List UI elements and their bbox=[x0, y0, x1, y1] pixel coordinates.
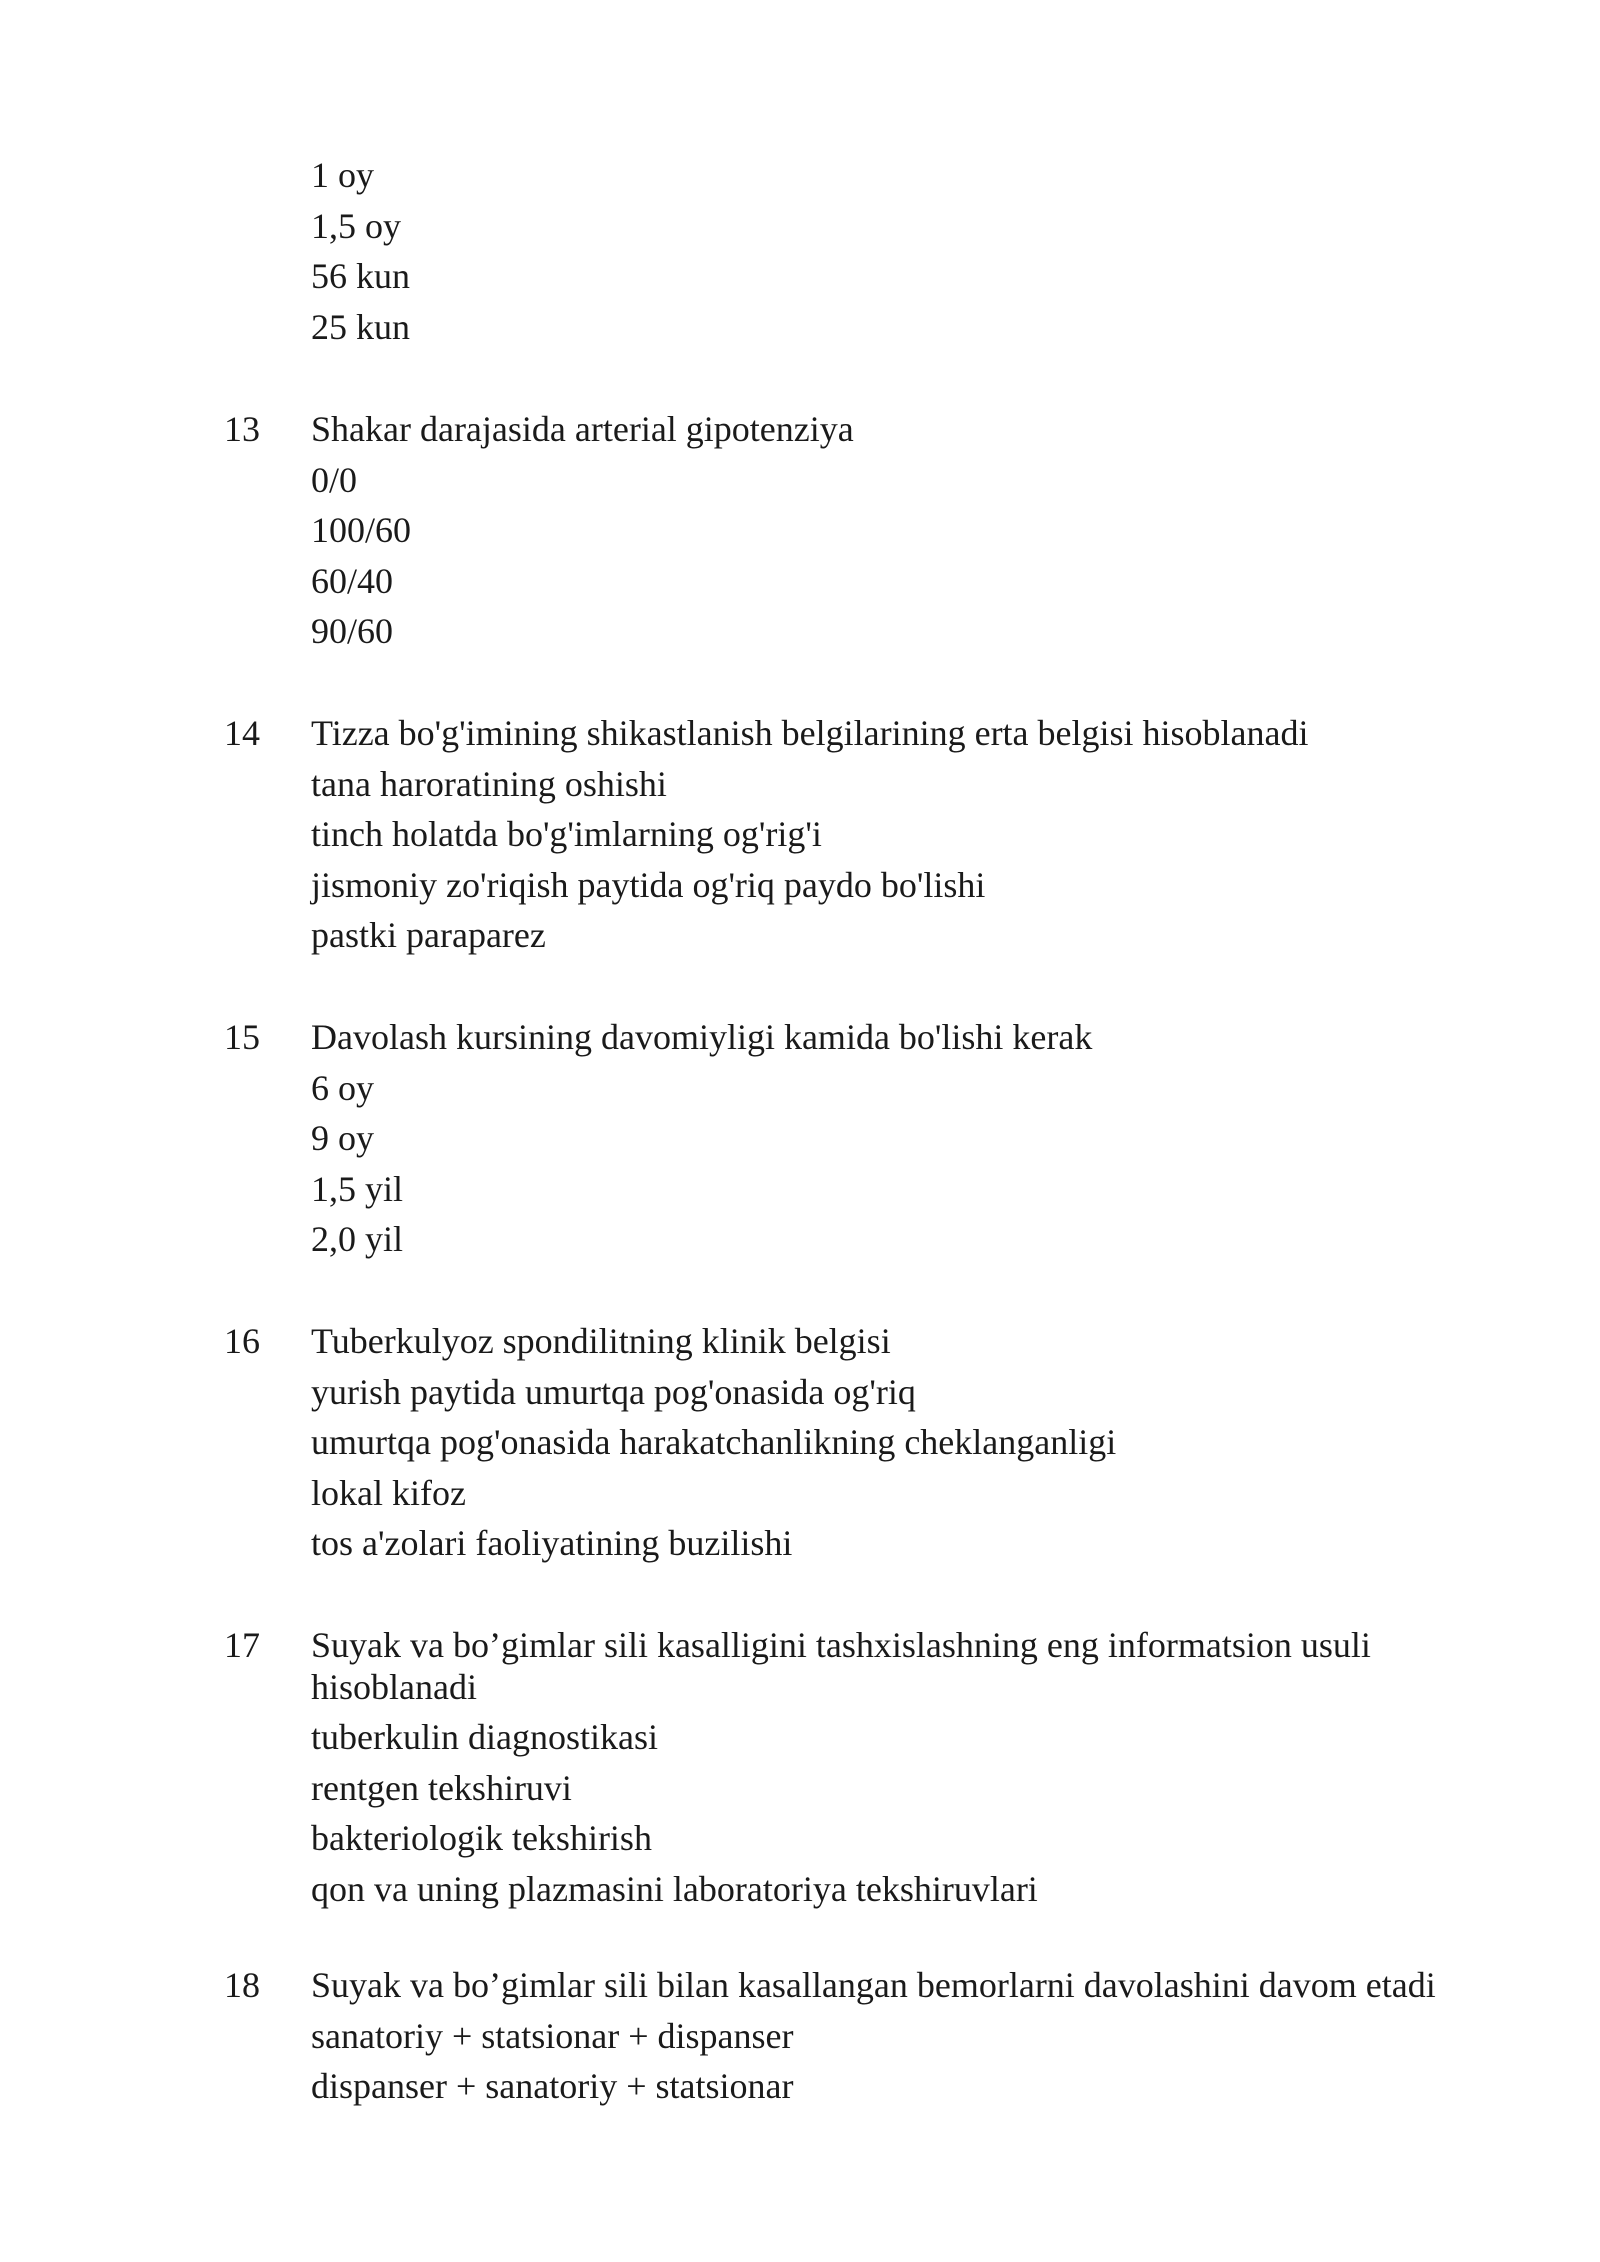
answer-option: dispanser + sanatoriy + statsionar bbox=[311, 2066, 794, 2107]
answer-option: 1,5 oy bbox=[311, 205, 401, 246]
answer-option: tuberkulin diagnostikasi bbox=[311, 1717, 658, 1757]
answer-option: yurish paytida umurtqa pog'onasida og'riq bbox=[311, 1371, 916, 1412]
answer-option: tinch holatda bo'g'imlarning og'rig'i bbox=[311, 814, 822, 855]
question-text: Shakar darajasida arterial gipotenziya bbox=[311, 409, 854, 449]
answer-option: 25 kun bbox=[311, 306, 410, 347]
question-number: 13 bbox=[224, 409, 260, 449]
question-body bbox=[311, 404, 1511, 657]
question-number: 14 bbox=[224, 713, 260, 753]
question-body bbox=[311, 1960, 1511, 2112]
answer-option: umurtqa pog'onasida harakatchanlikning cheklanganligi bbox=[311, 1422, 1117, 1463]
question-text: Suyak va bo’gimlar sili kasalligini tashxislashning eng informatsion usuli hisoblanadi bbox=[311, 1625, 1371, 1707]
question-text: Tizza bo'g'imining shikastlanish belgilarining erta belgisi hisoblanadi bbox=[311, 713, 1309, 753]
answer-option: pastki paraparez bbox=[311, 915, 546, 956]
answer-option: 6 oy bbox=[311, 1067, 374, 1108]
question-body bbox=[311, 1620, 1511, 1914]
answer-option: 9 oy bbox=[311, 1118, 374, 1159]
answer-option: 100/60 bbox=[311, 510, 412, 551]
question-number: 15 bbox=[224, 1017, 260, 1057]
answer-option: 0/0 bbox=[311, 459, 358, 500]
answer-option: 90/60 bbox=[311, 611, 394, 652]
question-text: Tuberkulyoz spondilitning klinik belgisi bbox=[311, 1321, 891, 1361]
answer-option: qon va uning plazmasini laboratoriya tekshiruvlari bbox=[311, 1868, 1038, 1909]
answer-option: 2,0 yil bbox=[311, 1219, 404, 1260]
answer-option: lokal kifoz bbox=[311, 1472, 466, 1513]
answer-option: 1 oy bbox=[311, 155, 374, 195]
answer-option: jismoniy zo'riqish paytida og'riq paydo bo'lishi bbox=[311, 864, 986, 905]
question-number: 17 bbox=[224, 1625, 260, 1665]
question-body bbox=[311, 1012, 1511, 1265]
question-body bbox=[311, 708, 1511, 961]
answer-option: 60/40 bbox=[311, 560, 394, 601]
answer-option: tos a'zolari faoliyatining buzilishi bbox=[311, 1523, 793, 1564]
answer-option: 1,5 yil bbox=[311, 1168, 404, 1209]
answer-option: sanatoriy + statsionar + dispanser bbox=[311, 2015, 794, 2056]
question-number: 16 bbox=[224, 1321, 260, 1361]
answer-option: tana haroratining oshishi bbox=[311, 763, 667, 804]
question-number: 18 bbox=[224, 1965, 260, 2005]
question-text: Suyak va bo’gimlar sili bilan kasallangan bemorlarni davolashini davom etadi bbox=[311, 1965, 1436, 2005]
answer-option: 56 kun bbox=[311, 256, 410, 297]
answer-option: rentgen tekshiruvi bbox=[311, 1767, 572, 1808]
answer-option: bakteriologik tekshirish bbox=[311, 1818, 652, 1859]
question-body bbox=[311, 1316, 1511, 1569]
lead-options bbox=[311, 150, 410, 352]
question-text: Davolash kursining davomiyligi kamida bo'lishi kerak bbox=[311, 1017, 1093, 1057]
